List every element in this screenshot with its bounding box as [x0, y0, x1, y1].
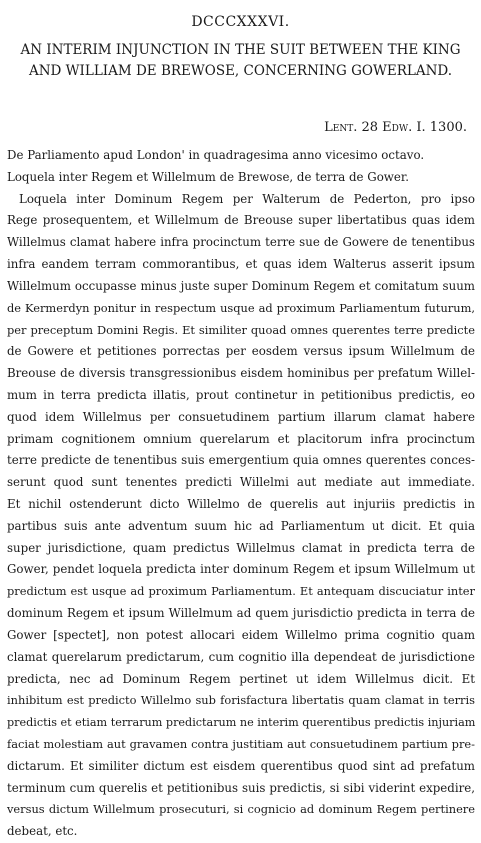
- text-line: primam cognitionem omnium querelarum et placitorum infra procinctum: [7, 431, 475, 446]
- text-line: per preceptum Domini Regis. Et similiter quoad omnes querentes terre predicte: [7, 322, 475, 337]
- text-line: inhibitum est predicto Willelmo sub forisfactura libertatis quam clamat in terris: [7, 693, 475, 708]
- text-line: infra eandem terram commorantibus, et quas idem Walterus asserit ipsum: [7, 257, 475, 272]
- text-line: de Gowere et petitiones porrectas per eosdem versus ipsum Willelmum de: [7, 344, 475, 359]
- text-line: predictis et etiam terrarum predictarum ne interim querentibus predictis injuriam: [7, 716, 476, 730]
- text-line: predicta, nec ad Dominum Regem pertinet ut idem Willelmus dicit. Et: [7, 671, 475, 686]
- text-line: clamat querelarum predictarum, cum cognitio illa dependeat de jurisdictione: [7, 649, 475, 664]
- text-line: dictarum. Et similiter dictum est eisdem querentibus quod sint ad prefatum: [7, 758, 475, 773]
- text-line: Breouse de diversis transgressionibus eisdem hominibus per prefatum Willel-: [7, 366, 475, 381]
- text-line: quod idem Willelmus per consuetudinem partium illarum clamat habere: [7, 409, 475, 424]
- text-line: terre predicte de tenentibus suis emergentium quia omnes querentes conces-: [7, 453, 475, 468]
- text-line: serunt quod sunt tenentes predicti Willelmi aut mediate aut immediate.: [7, 475, 475, 490]
- document-number: DCCCXXXVI.: [191, 14, 290, 30]
- heading-line-1: AN INTERIM INJUNCTION IN THE SUIT BETWEEN THE KING: [20, 42, 461, 58]
- text-line: debeat, etc.: [7, 824, 78, 839]
- document-heading: [0, 40, 481, 82]
- text-line: de Kermerdyn ponitur in respectum usque ad proximum Parliamentum futurum,: [7, 300, 475, 315]
- text-line: versus dictum Willelmum prosecuturi, si cognicio ad dominum Regem pertinere: [7, 802, 475, 817]
- text-line: Rege prosequentem, et Willelmum de Breouse super libertatibus quas idem: [7, 213, 475, 228]
- text-line: mum in terra predicta illatis, prout continetur in petitionibus predictis, eo: [7, 387, 475, 402]
- text-line: terminum cum querelis et petitionibus suis predictis, si sibi viderint expedire,: [7, 780, 475, 795]
- document-body: [7, 145, 475, 843]
- text-line: Loquela inter Dominum Regem per Walterum de Pederton, pro ipso: [19, 191, 475, 206]
- text-line: Gower [spectet], non potest allocari eidem Willelmo prima cognitio quam: [7, 627, 475, 642]
- text-line: faciat molestiam aut gravamen contra justitiam aut consuetudinem partium pre-: [7, 736, 475, 751]
- text-line: Willelmus clamat habere infra procinctum terre sue de Gowere de tenentibus: [7, 235, 475, 250]
- text-line: Willelmum occupasse minus juste super Dominum Regem et comitatum suum: [7, 278, 475, 293]
- text-line: predictum est usque ad proximum Parliamentum. Et antequam discuciatur inter: [7, 584, 475, 599]
- text-line: De Parliamento apud London' in quadragesima anno vicesimo octavo.: [7, 148, 425, 162]
- heading-line-2: AND WILLIAM DE BREWOSE, CONCERNING GOWERLAND.: [28, 63, 453, 79]
- text-line: partibus suis ante adventum suum hic ad Parliamentum ut dicit. Et quia: [7, 518, 475, 533]
- text-line: Loquela inter Regem et Willelmum de Brewose, de terra de Gower.: [7, 169, 409, 184]
- text-line: dominum Regem et ipsum Willelmum ad quem jurisdictio predicta in terra de: [7, 606, 475, 621]
- text-line: super jurisdictione, quam predictus Willelmus clamat in predicta terra de: [7, 540, 475, 555]
- text-line: Gower, pendet loquela predicta inter dominum Regem et ipsum Willelmum ut: [7, 562, 475, 577]
- dateline: Lent. 28 Edw. I. 1300.: [324, 120, 467, 135]
- text-line: Et nichil ostenderunt dicto Willelmo de querelis aut injuriis predictis in: [7, 497, 475, 511]
